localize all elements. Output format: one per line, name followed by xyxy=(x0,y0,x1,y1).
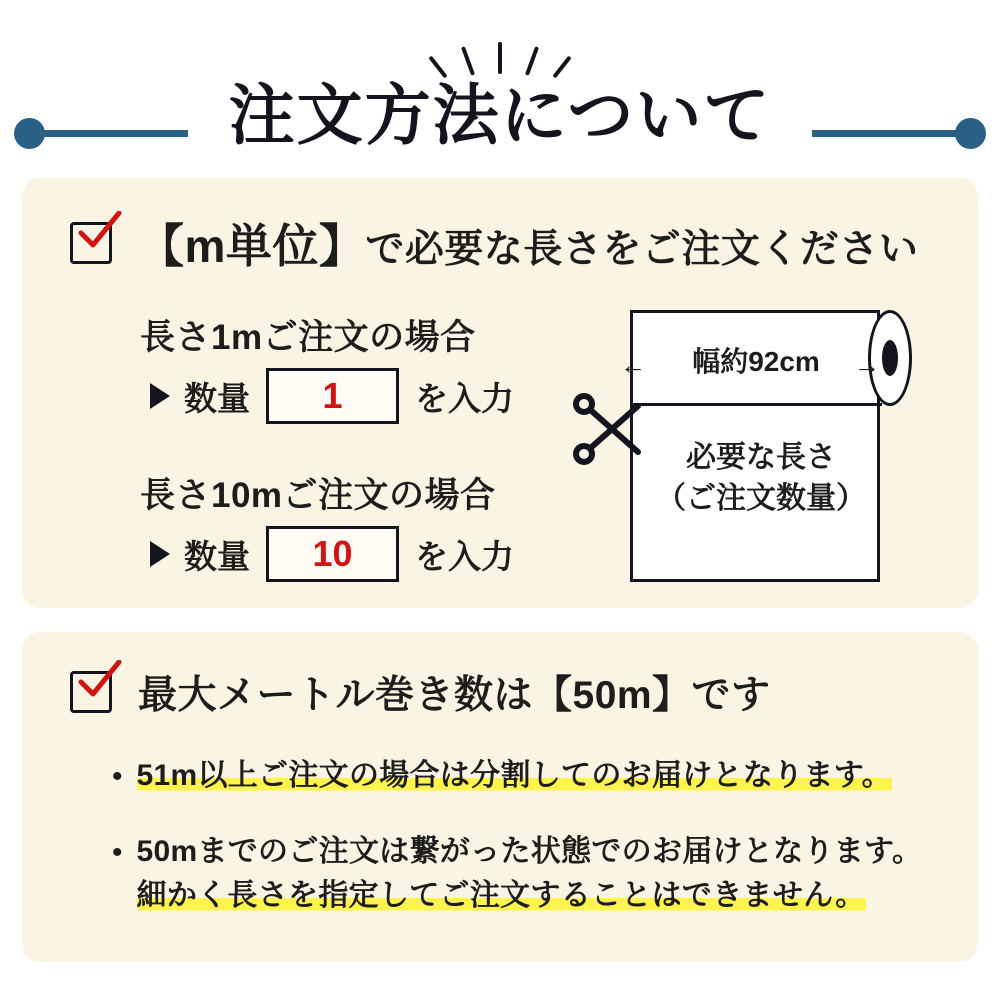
roll-caption-line1: 必要な長さ xyxy=(686,441,836,474)
page-header xyxy=(0,20,1000,170)
bullet-dot-icon: • xyxy=(112,836,123,869)
check-mark-icon xyxy=(77,211,123,251)
case-1-qty-word: 数量 xyxy=(184,379,250,417)
width-arrow-right: → xyxy=(854,350,880,380)
roll-width-label: 幅約92cm xyxy=(692,346,820,377)
triangle-bullet-icon xyxy=(150,541,170,567)
case-1-qty-row xyxy=(150,368,514,424)
wallpaper-roll-illustration xyxy=(612,310,912,590)
bullet-2-line-1: 50mまでのご注文は繋がった状態でのお届けとなります。 xyxy=(136,835,923,868)
header-dot-right xyxy=(955,118,986,149)
card1-headline xyxy=(138,210,918,276)
bullet-2-text xyxy=(137,830,923,917)
page-title: 注文方法について xyxy=(228,78,772,152)
case-2-label: 長さ10mご注文の場合 xyxy=(140,476,496,515)
roll-divider-line xyxy=(630,403,882,406)
roll-length-caption xyxy=(636,438,886,519)
bullet-1-line-1: 51m以上ご注文の場合は分割してのお届けとなります。 xyxy=(136,759,892,792)
bullet-1-text xyxy=(137,754,892,798)
case-1-qty-input[interactable]: 1 xyxy=(266,368,399,424)
width-arrow-left: ← xyxy=(620,350,646,380)
case-2-qty-input[interactable]: 10 xyxy=(266,526,399,582)
checkbox-icon xyxy=(70,222,112,264)
case-1-label: 長さ1mご注文の場合 xyxy=(140,318,476,357)
bullet-item-2 xyxy=(112,830,922,917)
bullet-dot-icon: • xyxy=(112,760,123,793)
checkbox-icon xyxy=(70,671,112,713)
bullet-item-1 xyxy=(112,754,892,798)
card1-headline-prefix: 【m単位】 xyxy=(138,220,366,272)
case-2-qty-word: 数量 xyxy=(184,537,250,575)
triangle-bullet-icon xyxy=(150,383,170,409)
case-2-qty-row xyxy=(150,526,514,582)
header-rule-right xyxy=(812,130,962,137)
case-1-enter-word: を入力 xyxy=(415,379,514,417)
scissors-icon xyxy=(572,390,652,470)
bullet-2-line-2: 細かく長さを指定してご注文することはできません。 xyxy=(136,878,866,912)
card2-headline-row xyxy=(70,664,771,720)
roll-core-hole xyxy=(882,340,898,376)
card1-headline-row xyxy=(70,210,918,276)
card2-headline: 最大メートル巻き数は【50m】です xyxy=(138,674,771,717)
case-2-enter-word: を入力 xyxy=(415,537,514,575)
check-mark-icon xyxy=(77,660,123,700)
card1-headline-rest: で必要な長さをご注文ください xyxy=(365,228,919,271)
roll-caption-line2: （ご注文数量） xyxy=(656,481,866,515)
max-length-card xyxy=(22,632,978,962)
